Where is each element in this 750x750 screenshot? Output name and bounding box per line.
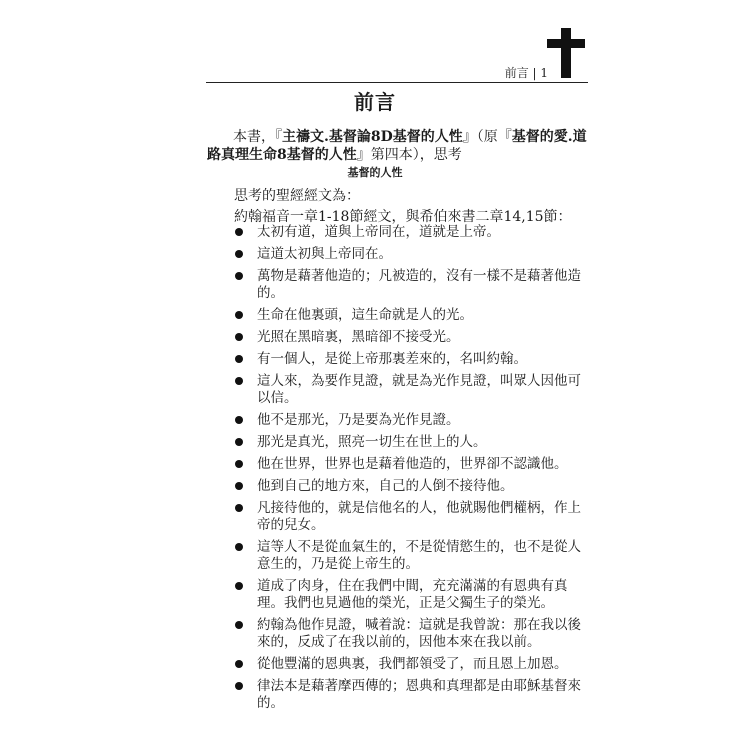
bullet-icon xyxy=(235,482,243,490)
verse-text: 光照在黑暗裏，黑暗卻不接受光。 xyxy=(257,329,460,345)
verse-text: 有一個人，是從上帝那裏差來的，名叫約翰。 xyxy=(257,351,527,367)
bullet-icon xyxy=(235,621,243,629)
bullet-icon xyxy=(235,250,243,258)
verse-text: 這等人不是從血氣生的，不是從情慾生的，也不是從人意生的，乃是從上帝生的。 xyxy=(257,539,581,572)
verse-text: 這道太初與上帝同在。 xyxy=(257,246,392,262)
verse-text: 約翰為他作見證，喊着說：這就是我曾說：那在我以後來的，反成了在我以前的，因他本來在我以前。 xyxy=(257,617,581,650)
scripture-reference: 約翰福音一章1-18節經文，與希伯來書二章14,15節： xyxy=(234,209,572,225)
verse-item xyxy=(232,412,592,429)
verse-text: 他在世界，世界也是藉着他造的，世界卻不認識他。 xyxy=(257,456,568,472)
bullet-icon xyxy=(235,438,243,446)
bullet-icon xyxy=(235,228,243,236)
verse-text: 那光是真光，照亮一切生在世上的人。 xyxy=(257,434,487,450)
verse-text: 生命在他裏頭，這生命就是人的光。 xyxy=(257,307,473,323)
verse-item xyxy=(232,478,592,495)
verse-item xyxy=(232,307,592,324)
page-title: 前言 xyxy=(354,90,396,114)
verse-item xyxy=(232,656,592,673)
bullet-icon xyxy=(235,682,243,690)
verse-item xyxy=(232,456,592,473)
verse-text: 他不是那光，乃是要為光作見證。 xyxy=(257,412,460,428)
verse-text: 凡接待他的，就是信他名的人，他就賜他們權柄，作上帝的兒女。 xyxy=(257,500,581,533)
bullet-icon xyxy=(235,333,243,341)
verse-item xyxy=(232,373,592,407)
bullet-icon xyxy=(235,504,243,512)
bullet-icon xyxy=(235,355,243,363)
verse-item xyxy=(232,351,592,368)
verse-item xyxy=(232,678,592,712)
verse-text: 道成了肉身，住在我們中間，充充滿滿的有恩典有真理。我們也見過他的榮光，正是父獨生子的榮光。 xyxy=(257,578,568,611)
verse-item xyxy=(232,539,592,573)
bullet-icon xyxy=(235,272,243,280)
running-head: 前言 | 1 xyxy=(504,66,548,80)
bullet-icon xyxy=(235,660,243,668)
section-subheading: 基督的人性 xyxy=(347,166,403,179)
verse-text: 律法本是藉著摩西傳的；恩典和真理都是由耶穌基督來的。 xyxy=(257,678,581,711)
verse-item xyxy=(232,246,592,263)
bullet-icon xyxy=(235,311,243,319)
verse-text: 他到自己的地方來，自己的人倒不接待他。 xyxy=(257,478,514,494)
verse-item xyxy=(232,224,592,241)
intro-paragraph: 本書，『主禱文.基督論8D基督的人性』（原『基督的愛.道路真理生命8基督的人性』第四本），思考 xyxy=(207,129,587,163)
verse-text: 從他豐滿的恩典裏，我們都領受了，而且恩上加恩。 xyxy=(257,656,568,672)
header-rule xyxy=(206,82,588,83)
verse-list xyxy=(232,224,592,717)
bullet-icon xyxy=(235,416,243,424)
book-title: 主禱文.基督論8D基督的人性 xyxy=(282,129,463,145)
bullet-icon xyxy=(235,582,243,590)
cross-icon xyxy=(547,28,585,78)
verse-item xyxy=(232,617,592,651)
verse-item xyxy=(232,578,592,612)
bullet-icon xyxy=(235,460,243,468)
verse-item xyxy=(232,500,592,534)
verse-item xyxy=(232,329,592,346)
bullet-icon xyxy=(235,377,243,385)
scripture-lead: 思考的聖經經文為： xyxy=(234,188,360,204)
verse-item xyxy=(232,268,592,302)
original-title: 基督的愛.道路真理生命8基督的人性 xyxy=(207,129,587,163)
verse-text: 太初有道，道與上帝同在，道就是上帝。 xyxy=(257,224,500,240)
bullet-icon xyxy=(235,543,243,551)
verse-item xyxy=(232,434,592,451)
verse-text: 這人來，為要作見證，就是為光作見證，叫眾人因他可以信。 xyxy=(257,373,581,406)
verse-text: 萬物是藉著他造的；凡被造的，沒有一樣不是藉著他造的。 xyxy=(257,268,581,301)
